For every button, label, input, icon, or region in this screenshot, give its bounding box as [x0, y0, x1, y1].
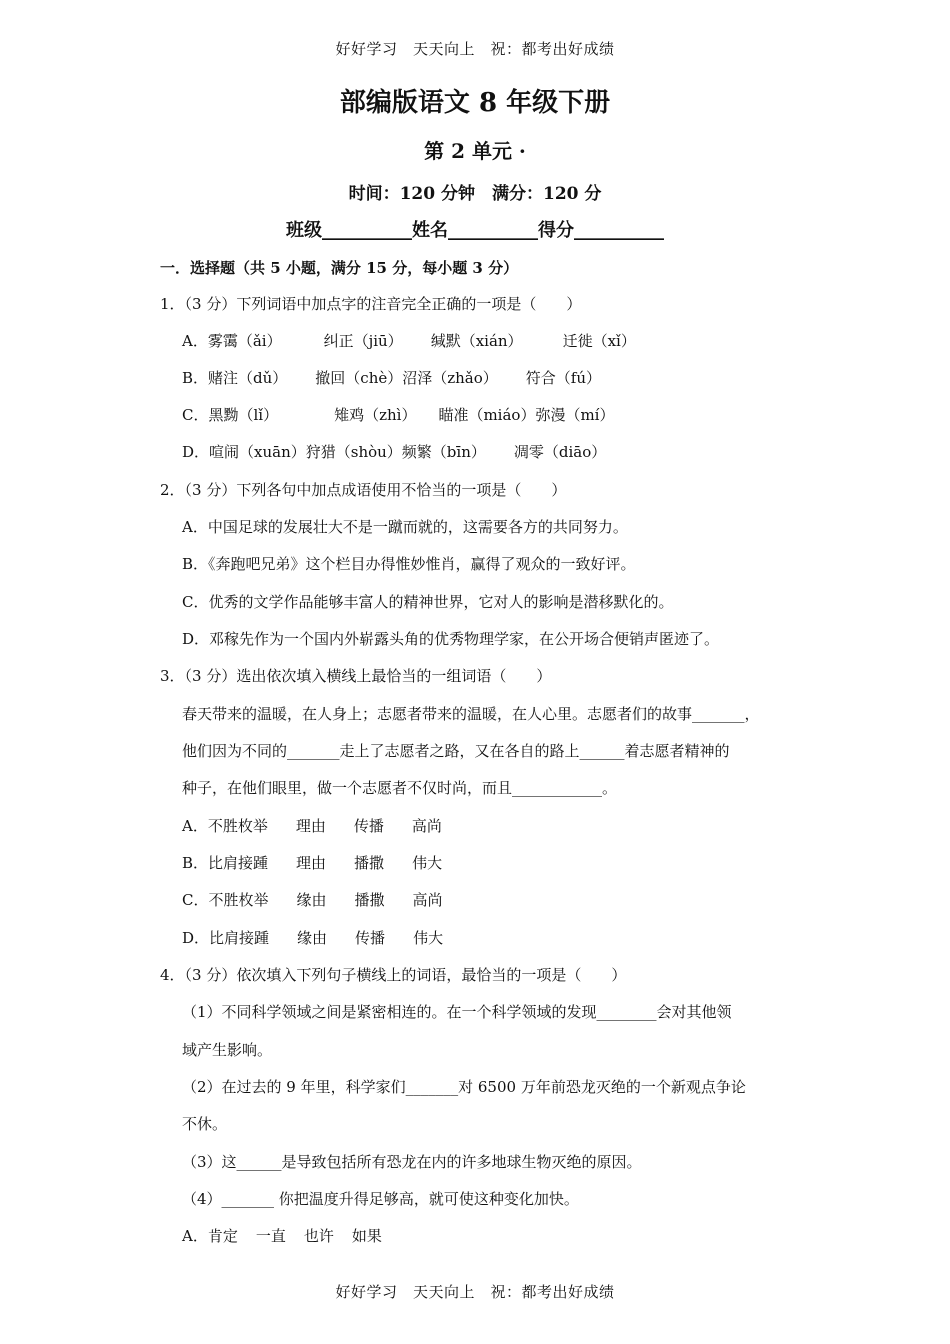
time-score-line: 时间：120 分钟 满分：120 分 [348, 184, 602, 204]
unit-title: 第 2 单元 · [424, 139, 526, 163]
option-part: 高尚 [412, 891, 443, 909]
option-part: 雉鸡（zhì） [334, 406, 417, 424]
option-part: 伟大 [412, 854, 443, 872]
question-3-option-c [182, 889, 443, 910]
option-part: 也许 [303, 1227, 334, 1245]
option-part: 传播 [355, 929, 386, 947]
question-3-option-b [182, 852, 442, 873]
question-4-sentence-1b: 域产生影响。 [182, 1041, 273, 1059]
option-part: C．不胜枚举 [182, 891, 269, 909]
option-part: 播撒 [354, 891, 385, 909]
option-part: 一直 [255, 1227, 286, 1245]
option-part: 如果 [351, 1227, 382, 1245]
option-part: 播撒 [354, 854, 385, 872]
question-3-passage-line-3: 种子，在他们眼里，做一个志愿者不仅时尚，而且____________。 [182, 779, 618, 797]
option-part: 高尚 [411, 817, 442, 835]
option-part: 符合（fú） [525, 369, 601, 387]
question-4-sentence-2b: 不休。 [182, 1115, 228, 1133]
question-2-option-d: D．邓稼先作为一个国内外崭露头角的优秀物理学家，在公开场合便销声匿迹了。 [182, 630, 720, 648]
question-3-option-d [182, 927, 443, 948]
question-1-option-c [182, 404, 614, 425]
question-2-option-b: B．《奔跑吧兄弟》这个栏目办得惟妙惟肖，赢得了观众的一致好评。 [182, 555, 636, 573]
student-info-line: 班级__________姓名__________得分__________ [286, 220, 664, 241]
option-part: 撤回（chè）沼泽（zhǎo） [315, 369, 498, 387]
question-2-option-a: A．中国足球的发展壮大不是一蹴而就的，这需要各方的共同努力。 [182, 518, 628, 536]
option-part: D．喧闹（xuān）狩猎（shòu）频繁（bīn） [182, 443, 486, 461]
option-part: 理由 [296, 854, 327, 872]
question-1-stem: 1．（3 分）下列词语中加点字的注音完全正确的一项是（ ） [160, 295, 582, 313]
option-part: 瞄准（miáo）弥漫（mí） [438, 406, 615, 424]
option-part: B．赌注（dǔ） [182, 369, 288, 387]
option-part: 缘由 [296, 891, 327, 909]
question-3-passage-line-1: 春天带来的温暖，在人身上；志愿者带来的温暖，在人心里。志愿者们的故事_______， [182, 705, 760, 723]
question-3-option-a [182, 815, 442, 836]
question-1-option-a [182, 330, 636, 351]
question-1-option-d [182, 441, 606, 462]
question-4-sentence-3: （3）这______是导致包括所有恐龙在内的许多地球生物灭绝的原因。 [182, 1153, 642, 1171]
option-part: 理由 [295, 817, 326, 835]
question-3-passage-line-2: 他们因为不同的_______走上了志愿者之路，又在各自的路上______着志愿者精神的 [182, 742, 730, 760]
question-4-stem: 4．（3 分）依次填入下列句子横线上的词语，最恰当的一项是（ ） [160, 966, 627, 984]
question-4-option-a [182, 1225, 382, 1246]
page-title: 部编版语文 8 年级下册 [339, 88, 611, 118]
question-4-sentence-1a: （1）不同科学领域之间是紧密相连的。在一个科学领域的发现________会对其他领 [182, 1003, 732, 1021]
option-part: C．黑黝（lǐ） [182, 406, 279, 424]
section-heading: 一．选择题（共 5 小题，满分 15 分，每小题 3 分） [160, 259, 519, 277]
option-part: A．雾霭（ǎi） [182, 332, 282, 350]
question-4-sentence-4: （4）_______ 你把温度升得足够高，就可使这种变化加快。 [182, 1190, 579, 1208]
option-part: 伟大 [413, 929, 444, 947]
page-header: 好好学习 天天向上 祝：都考出好成绩 [335, 40, 615, 58]
option-part: 凋零（diāo） [513, 443, 607, 461]
question-3-stem: 3．（3 分）选出依次填入横线上最恰当的一组词语（ ） [160, 667, 552, 685]
question-1-option-b [182, 367, 601, 388]
option-part: D．比肩接踵 [182, 929, 270, 947]
option-part: B．比肩接踵 [182, 854, 269, 872]
option-part: 传播 [353, 817, 384, 835]
option-part: 迁徙（xǐ） [562, 332, 636, 350]
option-part: 缄默（xián） [430, 332, 523, 350]
option-part: A．肯定 [182, 1227, 238, 1245]
question-2-option-c: C．优秀的文学作品能够丰富人的精神世界，它对人的影响是潜移默化的。 [182, 593, 674, 611]
question-2-stem: 2．（3 分）下列各句中加点成语使用不恰当的一项是（ ） [160, 481, 567, 499]
page-footer: 好好学习 天天向上 祝：都考出好成绩 [335, 1283, 615, 1301]
option-part: 纠正（jiū） [323, 332, 403, 350]
option-part: A．不胜枚举 [182, 817, 268, 835]
question-4-sentence-2a: （2）在过去的 9 年里，科学家们_______对 6500 万年前恐龙灭绝的一个新观点争论 [182, 1078, 746, 1096]
option-part: 缘由 [297, 929, 328, 947]
